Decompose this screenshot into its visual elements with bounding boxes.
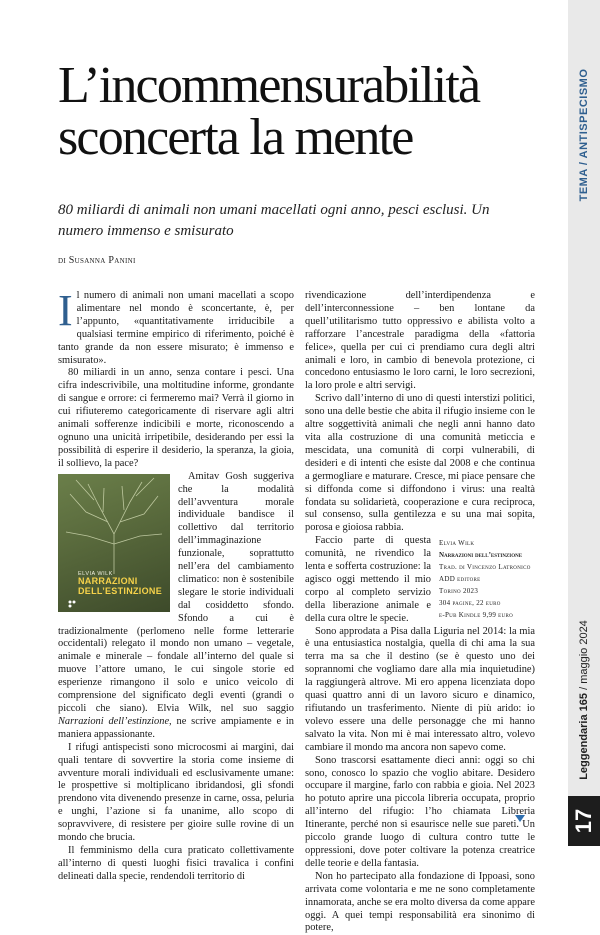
page-number	[568, 796, 600, 846]
book-cover	[58, 474, 170, 612]
info-title: Narrazioni dell’estinzione	[439, 551, 523, 560]
info-pages-price: 304 pagine, 22 euro	[439, 599, 501, 608]
paragraph: Scrivo dall’interno di uno di questi interstizi politici, sono una delle bestie che abita il rifugio insieme con le altre soggettività animali che negli anni hanno dato vita alla costruzione di una comunità meticcia e mescidata, una comunità di corpi vulnerabili, di desideri e di intenti che esiste dal 2008 e che continua a germogliare e maturare. Cresce, mi piace pensare che si diffonda come si diffondono i virus: una realtà fondata su solidarietà, cooperazione e cura reciproca, sul consenso, sulla gentilezza e su una mai sopita, porosa e gioiosa rabbia.	[305, 393, 535, 534]
paragraph-text: l numero di animali non umani macellati a scopo alimentare nel mondo è sconcertante, è, per l’appunto, «quantitativamente irriducibile a qualsiasi termine empirico di riferimento, poiché è tanto grande da non essere misurato; è immenso e smisurato».	[58, 290, 294, 366]
paragraph-text: ne scrive ampiamente e in maniera appassionante.	[58, 715, 294, 740]
column-right	[305, 290, 535, 935]
info-author: Elvia Wilk	[439, 539, 475, 548]
drop-cap: I	[58, 286, 73, 335]
info-publisher: ADD editore	[439, 575, 481, 584]
paragraph-text: Amitav Gosh suggeriva che la modalità dell’avventura morale individuale bandisce il collettivo dal territorio dell’immaginazione funzionale, soprattutto nell’era del cambiamento climatico: non è sostenibile slegare le storie individuali dal cosiddetto sfondo. Sfondo a cui è tradizionalmente (perlomeno nelle forme letterarie occidentali) relegato il mondo non umano – vegetale, animale e minerale – fondale all’interno del quale si muove l’attore umano, le cui singole storie ed esperienze rimangono il solo e unico veicolo di comprensione del significato degli eventi (grandi o piccoli che siano). Elvia Wilk, nel suo saggio	[58, 470, 294, 714]
subtitle: 80 miliardi di animali non umani macellati ogni anno, pesci esclusi. Un numero immenso e smisurato	[58, 202, 490, 239]
paragraph: Non ho partecipato alla fondazione di Ippoasi, sono arrivata come volontaria e me ne sono completamente innamorata, anche se era molto diversa da come appare oggi. A quei tempi responsabilità era sinonimo di potere,	[305, 870, 535, 934]
paragraph: Il femminismo della cura praticato collettivamente all’interno di questi luoghi fisici travalica i confini delineati dalla specie, rendendoli territorio di	[58, 844, 294, 882]
info-translator: Trad. di Vincenzo Latronico	[439, 563, 531, 572]
paragraph: Sono approdata a Pisa dalla Liguria nel 2014: la mia è una entusiastica nostalgia, quella di chi ama la sua terra ma sa che il destino (se è questo uno dei soprannomi che vogliamo dare alla mia inquietudine) la raggiungerà altrove. Mi ero appena licenziata dopo quasi quattro anni di un lavoro sicuro e dinamico, rifiutando un trasferimento. Niente di più arido: io volevo essere una delle personagge che mi hanno salvato la vita. Non mi è mai interessato altro, volevo cambiare il mondo ma ancora non sapevo come.	[305, 625, 535, 753]
paragraph: Sono trascorsi esattamente dieci anni: oggi so chi sono, conosco lo spazio che voglio abitare. Desidero occupare il margine, farlo con rabbia e gioia. Nel 2023 ho potuto aprire una piccola libreria occupata, proprio all’interno del rifugio: l’ho chiamata Libreria Itinerante, perché non si esaurisce nelle sue pareti. Un piccolo grande luogo di cultura contro tutte le oppressioni, dove poter coltivare la potenza creatrice delle teorie e della fantasia.	[305, 754, 535, 869]
paragraph	[58, 286, 294, 367]
continue-arrow-icon	[515, 815, 525, 822]
column-left	[58, 286, 294, 884]
paragraph: 80 miliardi in un anno, senza contare i pesci. Una cifra indescrivibile, una moltitudine informe, grondante di sangue e orrore: ci fermeremo mai? Verrà il giorno in cui rifiuteremo categoricamente di riservare agli altri animali sofferenze indicibili e morte, riconoscendo a ognuno una unicità irripetibile, desiderando per essi la possibilità di esperire il desiderio, la speranza, la gioia, il sollievo, la pace?	[58, 367, 294, 469]
publisher-logo-icon	[68, 600, 76, 608]
book-info-box	[439, 537, 535, 621]
paragraph	[58, 471, 294, 742]
magazine-folio: Leggendaria 165 / maggio 2024	[578, 620, 590, 780]
paragraph: Faccio parte di questa comunità, ne rivendico la lenta e sofferta costruzione: la agisco oggi mettendo il mio corpo al completo servizio della liberazione animale e della cura oltre le specie.	[305, 535, 431, 624]
page-number-label: 17	[570, 808, 596, 834]
section-tag	[572, 60, 596, 210]
book-author: ELVIA WILK	[78, 570, 113, 577]
section-tag-label: TEMA / ANTISPECISMO	[578, 68, 590, 202]
book-title: NARRAZIONI DELL’ESTINZIONE	[78, 575, 163, 596]
issue-date: maggio 2024	[578, 620, 590, 684]
page-title	[58, 57, 538, 166]
title-line-1: L’incommensurabilità	[58, 57, 480, 114]
tree-illustration	[58, 474, 170, 574]
magazine-name: Leggendaria	[578, 714, 590, 780]
byline: di Susanna Panini	[58, 255, 136, 266]
title-line-2: sconcerta la mente	[58, 109, 413, 166]
info-ebook: e-Pub Kindle 9,99 euro	[439, 611, 513, 620]
paragraph: rivendicazione dell’interdipendenza e dell’interconnessione – ben lontane da quell’utilitarismo tutto oppressivo e abilista volto a rafforzare l’ancestrale paradigma della «fattoria felice», quella per cui ci prendiamo cura degli altri animali e loro, in cambio di benevola protezione, ci concedono entusiasmo le loro carni, le loro secrezioni, la loro prole e altri servigi.	[305, 290, 535, 392]
paragraph: I rifugi antispecisti sono microcosmi ai margini, dai quali tentare di sovvertire la storia come insieme di avventure morali individuali ed esclusivamente umane: le prospettive si moltiplicano ibridandosi, gli sfondi prendono vita divenendo presenze in carne, ossa, peluria e unghi, l’azione si fa unanime, allo scopo di sopravvivere, di resistere per gioire sulle rovine di un mondo che brucia.	[58, 741, 294, 844]
issue-number: 165	[578, 692, 590, 712]
info-place-year: Torino 2023	[439, 587, 479, 596]
book-title-italic: Narrazioni dell’estinzione,	[58, 715, 172, 727]
